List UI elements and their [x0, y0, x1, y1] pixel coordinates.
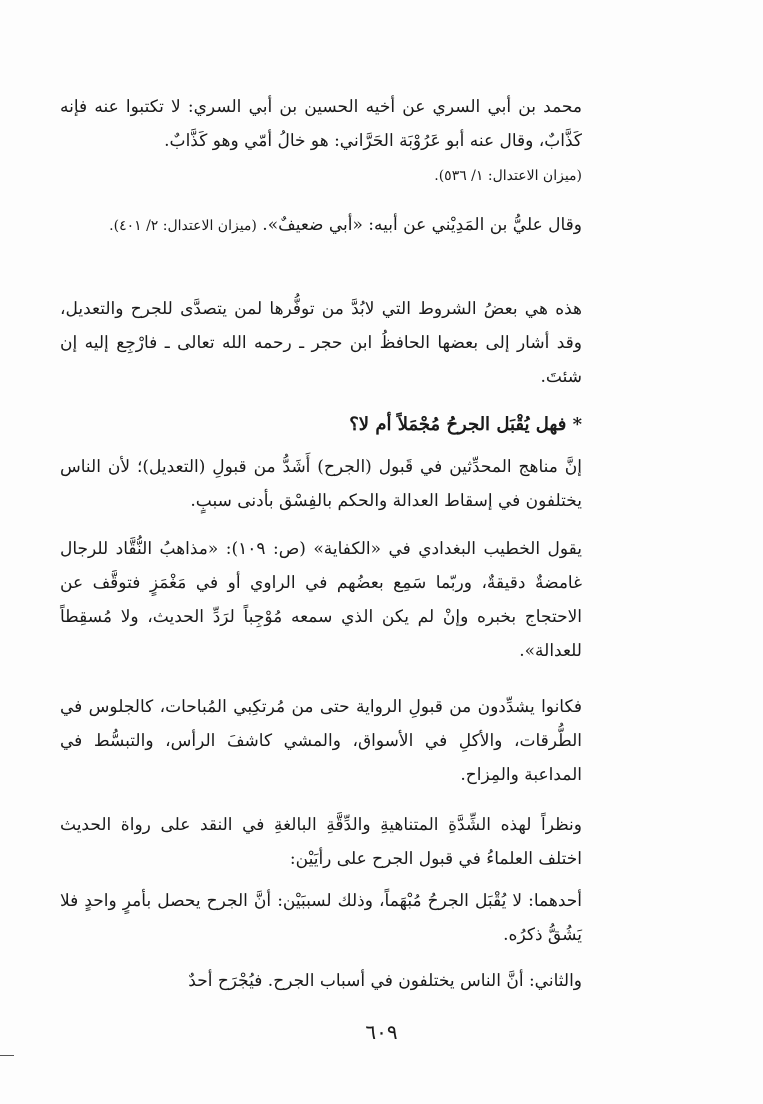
paragraph-9-text: والثاني: أنَّ الناس يختلفون في أسباب الجرح. فيُجْرَح أحدٌ [188, 971, 582, 991]
paragraph-8-text: أحدهما: لا يُقْبَل الجرحُ مُبْهَماً، وذلك لسببَيْن: أنَّ الجرح يحصل بأمرٍ واحدٍ فلا يَشُقُّ ذكرُه. [60, 891, 582, 945]
scan-edge-mark [0, 1055, 14, 1056]
paragraph-8 [60, 884, 582, 952]
paragraph-1 [60, 90, 582, 193]
reference-mizan-2: (ميزان الاعتدال: ٢/ ٤٠١). [109, 218, 257, 234]
paragraph-6-text: فكانوا يشدِّدون من قبولِ الرواية حتى من مُرتكِبي المُباحات، كالجلوس في الطُّرقات، والأكلِ في الأسواق، والمشي كاشفَ الرأس، والتبسُّط في المداعبة والمِزاح. [60, 697, 582, 785]
paragraph-4 [60, 450, 582, 518]
paragraph-4-text: إنَّ مناهج المحدِّثين في قَبول (الجرح) أَشَدُّ من قبولِ (التعديل)؛ لأن الناس يختلفون في إسقاط العدالة والحكم بالفِسْق بأدنى سببٍ. [60, 457, 582, 511]
section-heading: * فهل يُقْبَل الجرحُ مُجْمَلاً أم لا؟ [349, 414, 582, 435]
paragraph-5 [60, 532, 582, 668]
reference-mizan-1: (ميزان الاعتدال: ١/ ٥٣٦). [434, 168, 582, 184]
paragraph-2 [60, 208, 582, 243]
paragraph-7 [60, 808, 582, 876]
paragraph-7-text: ونظراً لهذه الشِّدَّةِ المتناهيةِ والدِّقَّةِ البالغةِ في النقد على رواة الحديث اختلف العلماءُ في قبول الجرح على رأيَيْن: [60, 815, 582, 869]
page-number: ٦٠٩ [365, 1020, 398, 1044]
paragraph-9 [60, 964, 582, 998]
paragraph-3-text: هذه هي بعضُ الشروط التي لابُدَّ من توفُّرها لمن يتصدَّى للجرح والتعديل، وقد أشار إلى بعضها الحافظُ ابن حجر ـ رحمه الله تعالى ـ فارْجِع إليه إن شئتَ. [60, 299, 582, 387]
paragraph-2-text: وقال عليُّ بن المَدِيْني عن أبيه: «أبي ضعيفٌ». [262, 215, 582, 235]
paragraph-1-text: محمد بن أبي السري عن أخيه الحسين بن أبي السري: لا تكتبوا عنه فإنه كَذَّابٌ، وقال عنه أبو عَرُوْبَة الحَرَّاني: هو خالُ أمّي وهو كَذَّابٌ. [60, 97, 582, 151]
paragraph-5-text: يقول الخطيب البغدادي في «الكفاية» (ص: ١٠٩): «مذاهبُ النُّقَّاد للرجال غامضةٌ دقيقةٌ، وربّما سَمِع بعضُهم في الراوي أو في مَغْمَزٍ فتوقَّف عن الاحتجاج بخبره وإنْ لم يكن الذي سمعه مُوْجِباً لرَدِّ الحديث، ولا مُسقِطاً للعدالة». [60, 539, 582, 661]
paragraph-6 [60, 690, 582, 792]
paragraph-3 [60, 292, 582, 394]
